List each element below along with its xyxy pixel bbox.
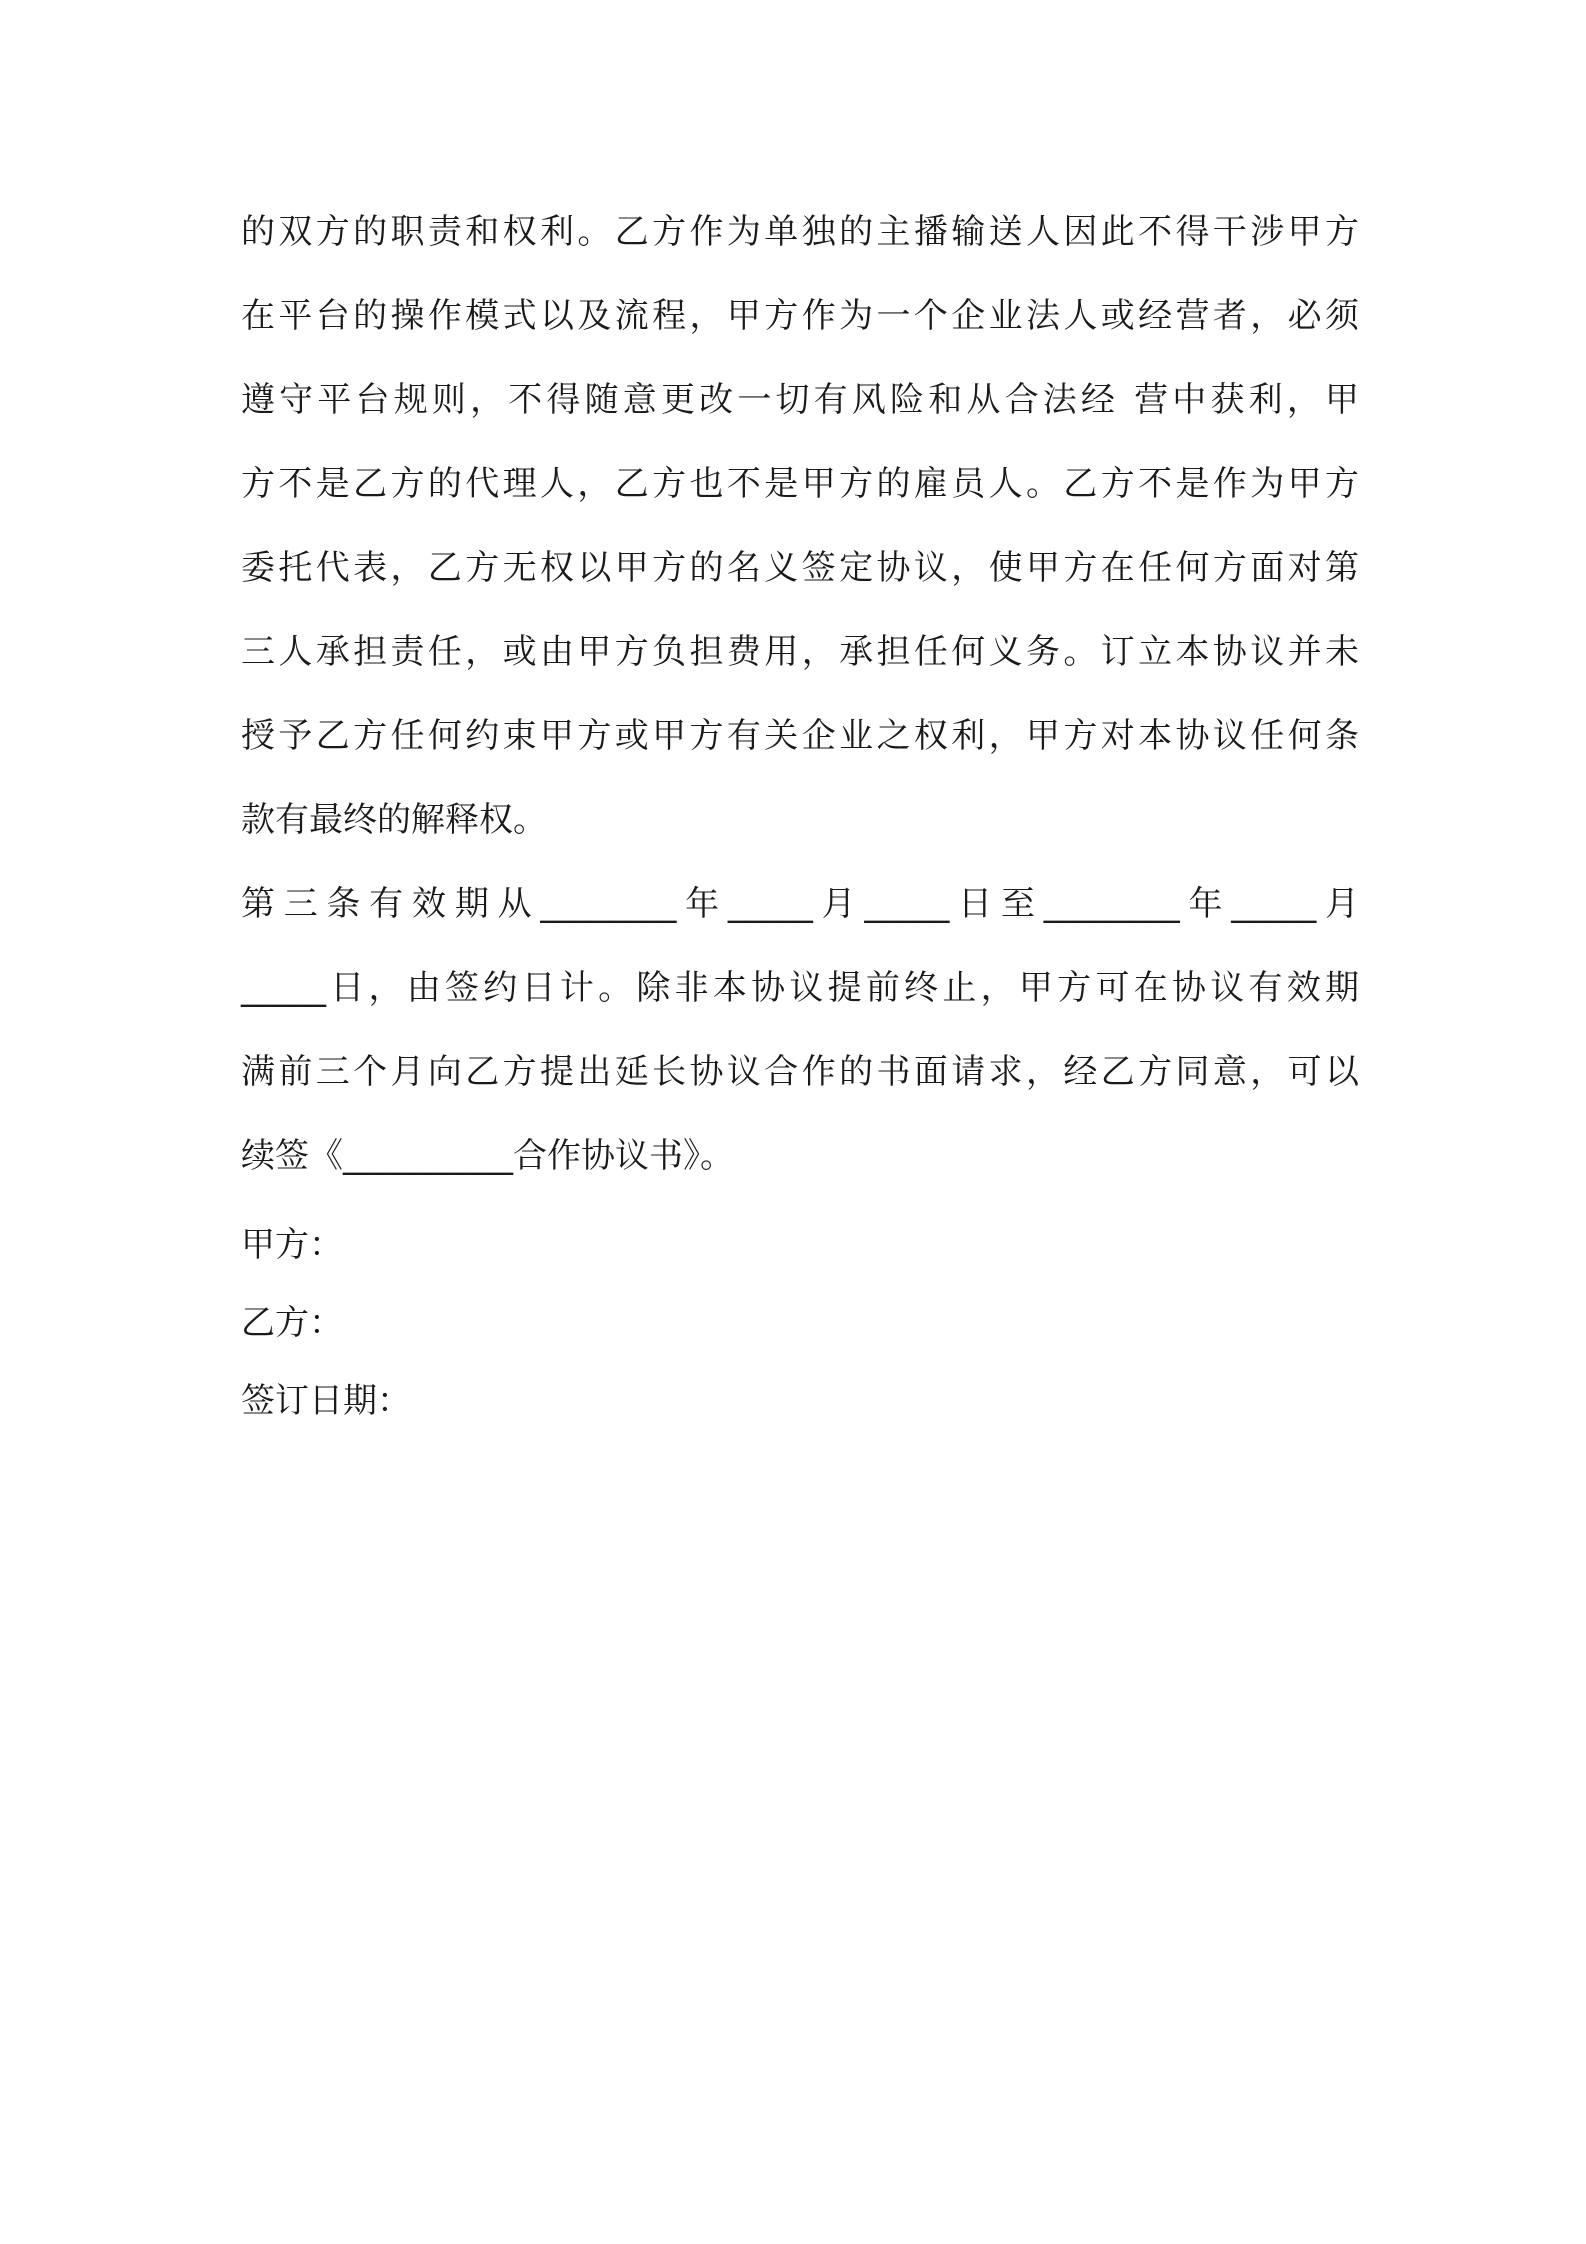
document-body [241, 190, 1359, 1440]
party-b-label: 乙方： [241, 1303, 343, 1343]
text-line: 遵守平台规则，不得随意更改一切有风险和从合法经 营中获利，甲 [241, 380, 1359, 420]
text-line: _____日，由签约日计。除非本协议提前终止，甲方可在协议有效期 [241, 968, 1359, 1008]
text-line: 续签《__________合作协议书》。 [241, 1136, 734, 1176]
text-line: 满前三个月向乙方提出延长协议合作的书面请求，经乙方同意，可以 [241, 1052, 1359, 1092]
text-line: 第三条有效期从________年_____月_____日至________年_____月 [241, 884, 1359, 924]
party-a-label: 甲方： [241, 1225, 343, 1265]
text-line: 方不是乙方的代理人，乙方也不是甲方的雇员人。乙方不是作为甲方 [241, 464, 1359, 504]
sign-date-label: 签订日期： [241, 1381, 411, 1421]
text-line: 在平台的操作模式以及流程，甲方作为一个企业法人或经营者，必须 [241, 296, 1359, 336]
paragraph-responsibilities [241, 190, 1359, 862]
text-line: 委托代表，乙方无权以甲方的名义签定协议，使甲方在任何方面对第 [241, 548, 1359, 588]
text-line: 的双方的职责和权利。乙方作为单独的主播输送人因此不得干涉甲方 [241, 212, 1359, 252]
text-line: 授予乙方任何约束甲方或甲方有关企业之权利，甲方对本协议任何条 [241, 716, 1359, 756]
paragraph-term-article-3 [241, 862, 1359, 1198]
signature-block [241, 1206, 1359, 1440]
text-line: 款有最终的解释权。 [241, 800, 547, 840]
text-line: 三人承担责任，或由甲方负担费用，承担任何义务。订立本协议并未 [241, 632, 1359, 672]
